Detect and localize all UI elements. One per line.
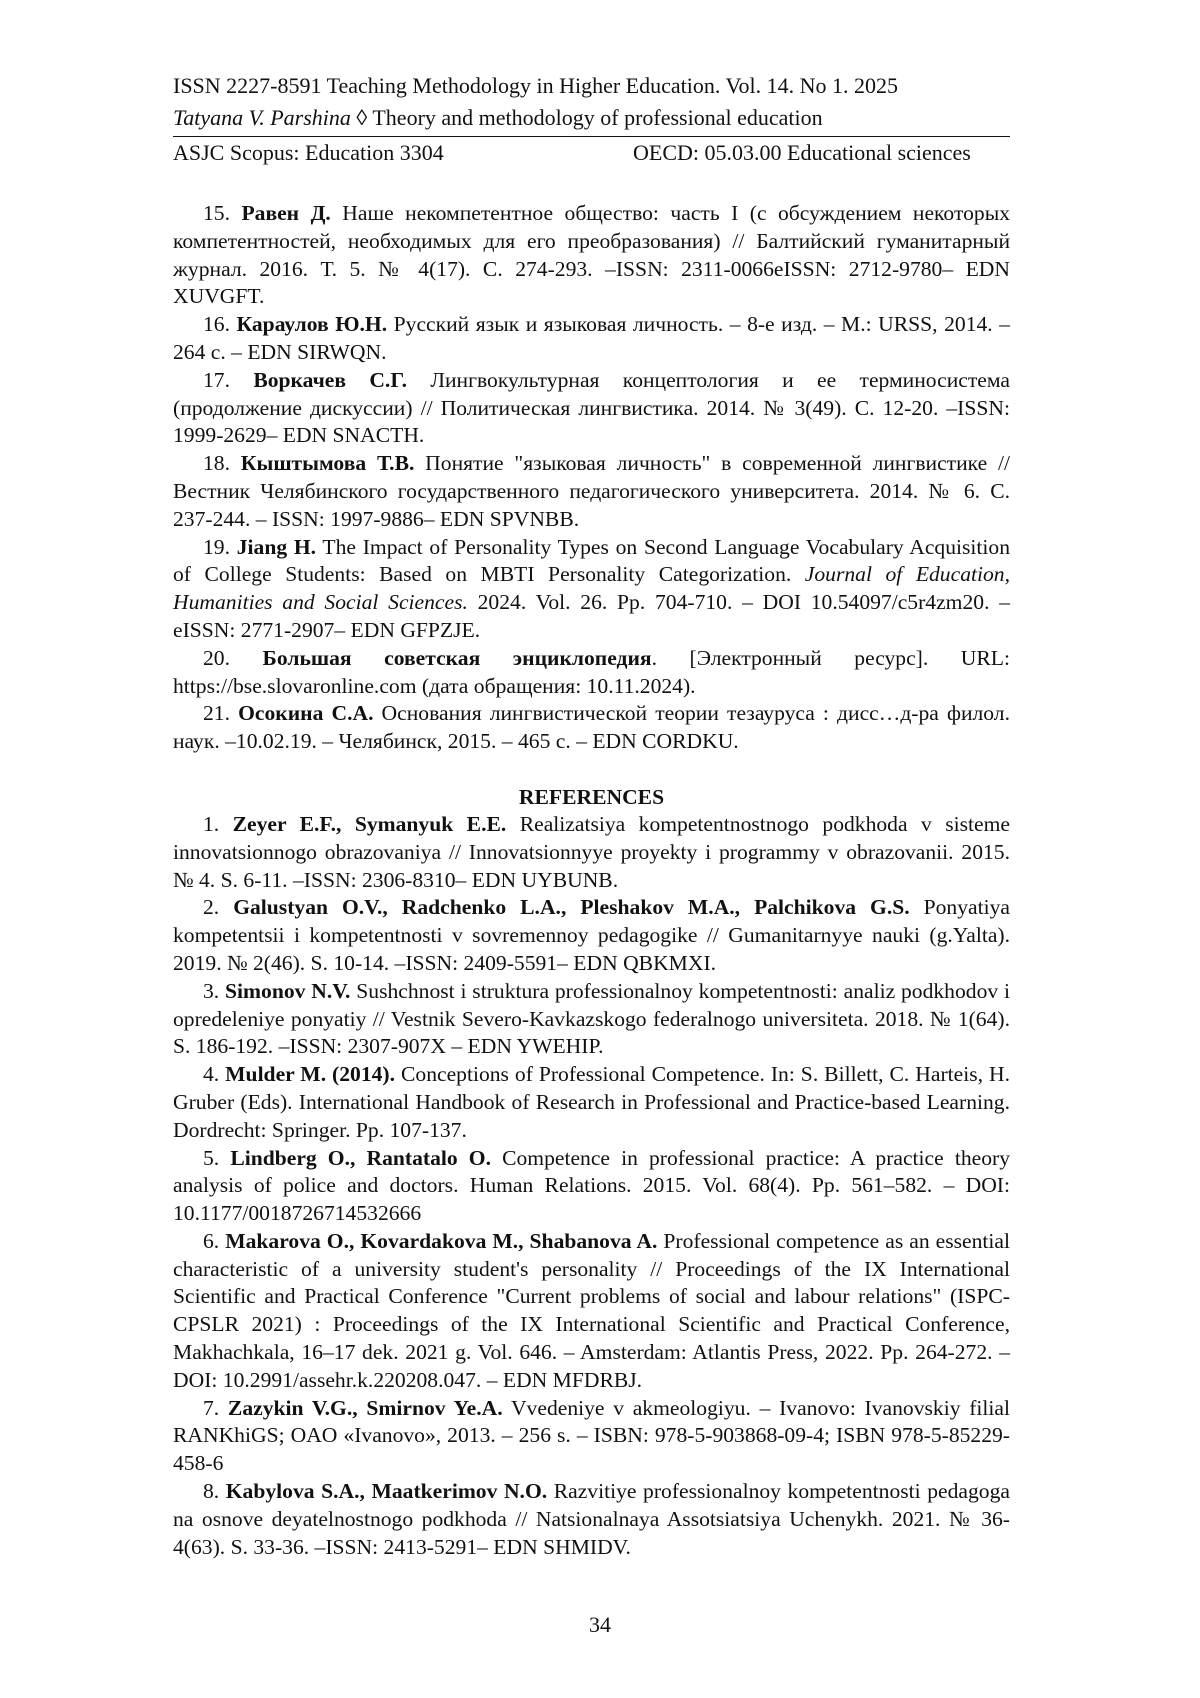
reference-item (173, 534, 1010, 645)
separator: ◊ (356, 105, 368, 130)
reference-authors: Воркачев С.Г. (253, 367, 408, 392)
reference-item (173, 450, 1010, 533)
reference-item (173, 700, 1010, 756)
reference-text: Conceptions of Professional Competence. In: S. Billett, C. Harteis, H. Gruber (Eds). International Handbook of Research in Professional and Practice-based Learning. Dordrecht: Springer. Pp. 107-137. (173, 1062, 1010, 1142)
reference-text: Основания лингвистической теории тезауруса : дисс…д-ра филол. наук. –10.02.19. – Челябинск, 2015. – 465 с. – EDN CORDKU. (173, 701, 1010, 754)
classification-row (173, 137, 1010, 169)
reference-text: The Impact of Personality Types on Second Language Vocabulary Acquisition of College Students: Based on MBTI Personality Categorization. (173, 534, 1010, 587)
reference-list-russian (173, 200, 1010, 756)
reference-item (173, 645, 1010, 701)
reference-item (173, 1478, 1010, 1561)
reference-text: Наше некомпетентное общество: часть I (с обсуждением некоторых компетентностей, необходимых для его преобразования) // Балтийский гуманитарный журнал. 2016. Т. 5. № 4(17). С. 274-293. –ISSN: 2311-0066eISSN: 2712-9780– EDN XUVGFT. (173, 201, 1010, 309)
reference-authors: Mulder M. (2014). (225, 1062, 396, 1087)
reference-item (173, 1145, 1010, 1228)
reference-text-tail: 2024. Vol. 26. Pp. 704-710. – DOI 10.54097/c5r4zm20. –eISSN: 2771-2907– EDN GFPZJE. (173, 590, 1011, 642)
asjc-label: ASJC Scopus: Education 3304 (173, 140, 444, 165)
reference-authors: Galustyan O.V., Radchenko L.A., Pleshakov M.A., Palchikova G.S. (233, 895, 910, 920)
reference-authors: Кыштымова Т.В. (240, 451, 415, 476)
reference-number: 20. (203, 645, 230, 670)
reference-number: 16. (203, 312, 230, 337)
reference-text: Professional competence as an essential characteristic of a university student's personality // Proceedings of the IX International Scientific and Practical Conference "Current problems of social and labour relations" (ISPC-CPSLR 2021) : Proceedings of the IX International Scientific and Practical Conference, Makhachkala, 16–17 dek. 2021 g. Vol. 646. – Amsterdam: Atlantis Press, 2022. Pp. 264-272. – DOI: 10.2991/assehr.k.220208.047. – EDN MFDRBJ. (173, 1228, 1010, 1392)
reference-number: 5. (203, 1145, 220, 1170)
reference-number: 7. (203, 1395, 220, 1420)
page-number: 34 (589, 1612, 611, 1637)
reference-number: 6. (203, 1228, 220, 1253)
reference-text: Razvitiye professionalnoy kompetentnosti pedagoga na osnove deyatelnostnogo podkhoda // Natsionalnaya Assotsiatsiya Uchenykh. 2021. № 36-4(63). S. 33-36. –ISSN: 2413-5291– EDN SHMIDV. (173, 1479, 1010, 1559)
reference-number: 4. (203, 1062, 220, 1087)
reference-number: 18. (203, 451, 230, 476)
reference-item (173, 978, 1010, 1061)
reference-authors: Lindberg O., Rantatalo O. (230, 1145, 491, 1170)
reference-journal: Journal of Education, Humanities and Social Sciences. (173, 562, 1010, 615)
reference-item (173, 367, 1010, 450)
reference-authors: Большая советская энциклопедия (262, 645, 652, 670)
author-name: Tatyana V. Parshina (173, 105, 351, 130)
reference-text: Ponyatiya kompetentsii i kompetentnosti v sovremennoy pedagogike // Gumanitarnyye nauki (g.Yalta). 2019. № 2(46). S. 10-14. –ISSN: 2409-5591– EDN QBKMXI. (173, 895, 1010, 975)
reference-text: Vvedeniye v akmeologiyu. – Ivanovo: Ivanovskiy filial RANKhiGS; OAO «Ivanovo», 2013. – 256 s. – ISBN: 978-5-903868-09-4; ISBN 978-5-85229-458-6 (173, 1395, 1010, 1476)
reference-text: Sushchnost i struktura professionalnoy kompetentnosti: analiz podkhodov i opredeleniye ponyatiy // Vestnik Severo-Kavkazskogo federalnogo universiteta. 2018. № 1(64). S. 186-192. –ISSN: 2307-907X – EDN YWEHIP. (173, 978, 1010, 1059)
reference-number: 2. (203, 895, 220, 920)
running-header (173, 70, 1010, 169)
reference-authors: Jiang H. (236, 534, 317, 559)
reference-authors: Осокина С.А. (238, 701, 374, 726)
reference-authors: Zeyer E.F., Symanyuk E.E. (232, 811, 507, 836)
references-content (173, 200, 1010, 1561)
reference-item (173, 311, 1010, 367)
article-line (173, 102, 1010, 134)
reference-number: 15. (203, 201, 230, 225)
reference-text: Competence in professional practice: A practice theory analysis of police and doctors. Human Relations. 2015. Vol. 68(4). Pp. 561–582. – DOI: 10.1177/0018726714532666 (173, 1145, 1010, 1226)
reference-number: 17. (203, 367, 230, 392)
reference-authors: Simonov N.V. (225, 978, 351, 1003)
reference-number: 1. (203, 811, 220, 836)
reference-text: Realizatsiya kompetentnostnogo podkhoda v sisteme innovatsionnogo obrazovaniya // Innovatsionnyye proyekty i programmy v obrazovanii. 2015. № 4. S. 6-11. –ISSN: 2306-8310– EDN UYBUNB. (173, 811, 1010, 892)
reference-item (173, 894, 1010, 977)
reference-authors: Zazykin V.G., Smirnov Ye.A. (227, 1395, 503, 1420)
reference-number: 8. (203, 1479, 220, 1504)
references-title: REFERENCES (518, 784, 665, 809)
reference-text: . [Электронный ресурс]. URL: https://bse.slovaronline.com (дата обращения: 10.11.2024). (173, 645, 1010, 698)
reference-number: 3. (203, 978, 220, 1003)
journal-line: ISSN 2227-8591 Teaching Methodology in Higher Education. Vol. 14. No 1. 2025 (173, 73, 899, 98)
reference-authors: Kabylova S.A., Maatkerimov N.O. (225, 1479, 548, 1504)
reference-item (173, 811, 1010, 894)
reference-list-english (173, 811, 1010, 1562)
reference-item (173, 1228, 1010, 1395)
reference-text: Понятие "языковая личность" в современной лингвистике // Вестник Челябинского государственного педагогического университета. 2014. № 6. С. 237-244. – ISSN: 1997-9886– EDN SPVNBB. (173, 451, 1010, 531)
reference-item (173, 200, 1010, 311)
reference-item (173, 1061, 1010, 1144)
reference-item (173, 1395, 1010, 1478)
reference-text: Лингвокультурная концептология и ее терминосистема (продолжение дискуссии) // Политическая лингвистика. 2014. № 3(49). С. 12-20. –ISSN: 1999-2629– EDN SNACTH. (173, 367, 1010, 448)
reference-number: 19. (203, 534, 230, 559)
oecd-label: OECD: 05.03.00 Educational sciences (633, 140, 971, 165)
article-topic: Theory and methodology of professional education (372, 105, 823, 130)
reference-number: 21. (203, 701, 230, 726)
reference-authors: Равен Д. (241, 201, 331, 225)
reference-text: Русский язык и языковая личность. – 8-е изд. – М.: URSS, 2014. – 264 с. – EDN SIRWQN. (173, 312, 1010, 364)
reference-authors: Makarova O., Kovardakova M., Shabanova A. (225, 1228, 658, 1253)
reference-authors: Караулов Ю.Н. (236, 312, 388, 337)
